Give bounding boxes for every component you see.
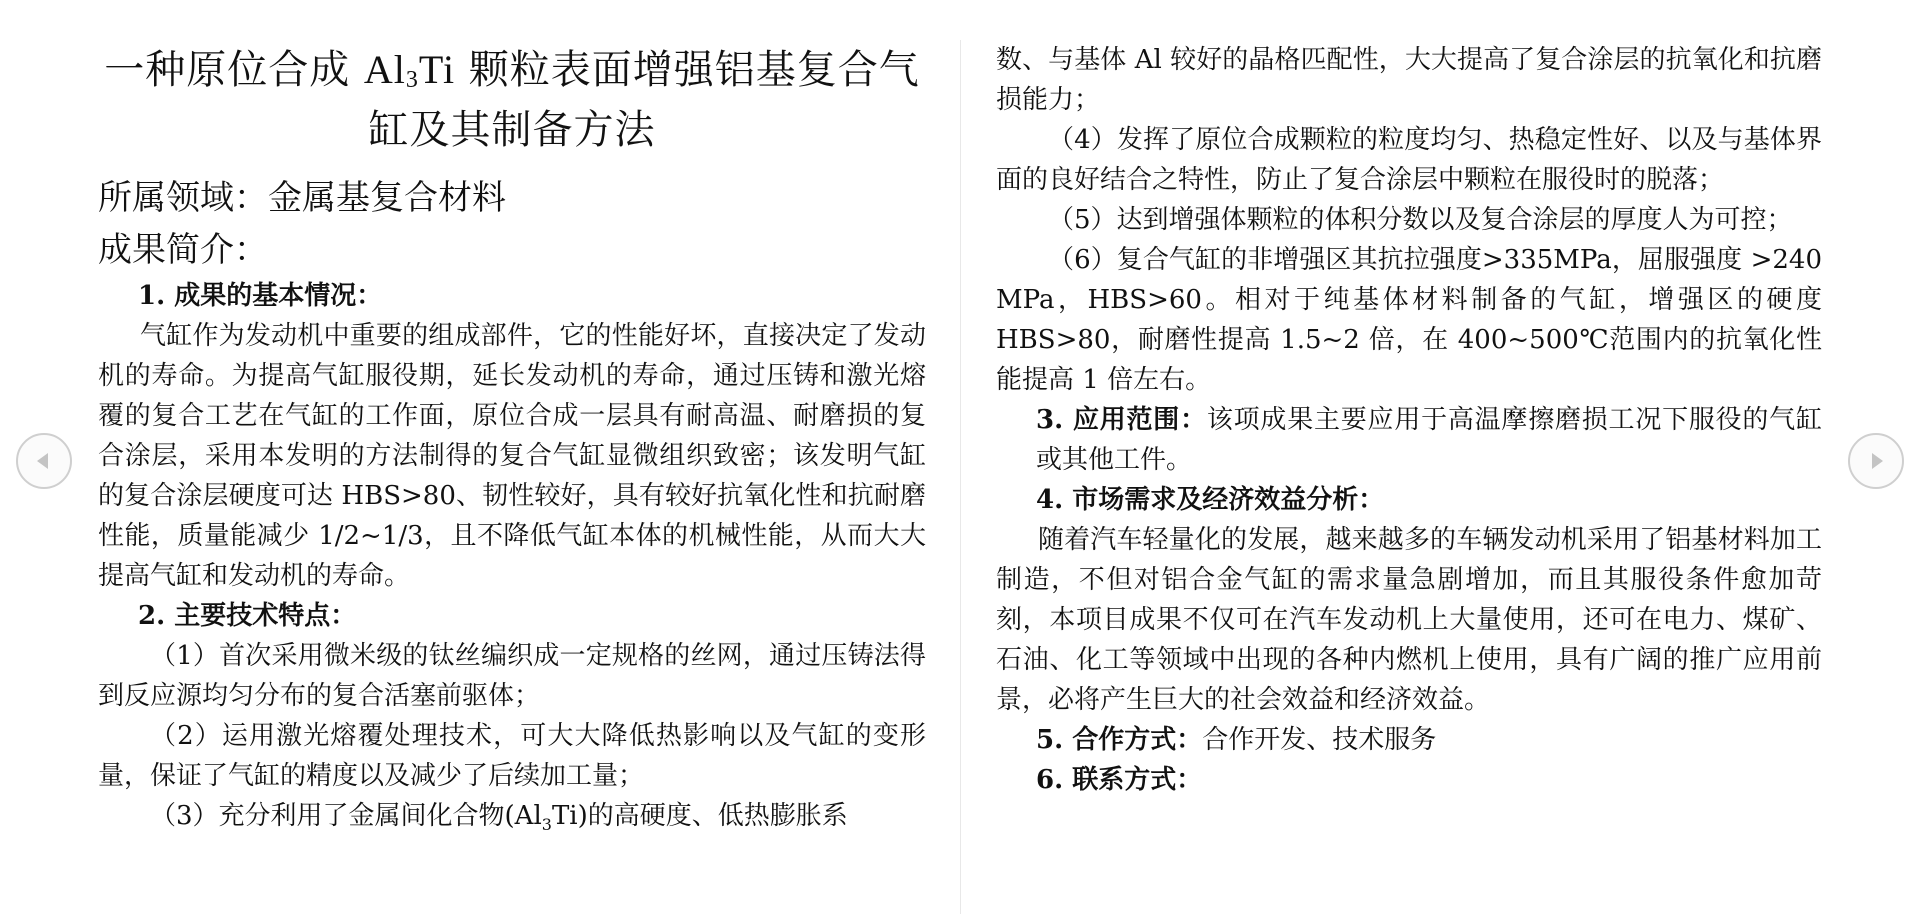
section-3-label: 3. 应用范围： bbox=[1036, 405, 1207, 435]
title-formula: $Al_3Ti$ bbox=[363, 47, 456, 93]
section-6-heading: 6. 联系方式： bbox=[1036, 765, 1203, 795]
feature-item-3-continued: 数、与基体 Al 较好的晶格匹配性，大大提高了复合涂层的抗氧化和抗磨损能力； bbox=[996, 45, 1822, 115]
feature-item-5: （5）达到增强体颗粒的体积分数以及复合涂层的厚度人为可控； bbox=[1048, 205, 1793, 235]
section-5-text: 合作开发、技术服务 bbox=[1202, 725, 1437, 755]
section-1-body: 气缸作为发动机中重要的组成部件，它的性能好坏，直接决定了发动机的寿命。为提高气缸服役期，延长发动机的寿命，通过压铸和激光熔覆的复合工艺在气缸的工作面，原位合成一层具有耐高温、耐磨损的复合涂层，采用本发明的方法制得的复合气缸显微组织致密；该发明气缸的复合涂层硬度可达 HBS>80、韧性较好，具有较好抗氧化性和抗耐磨性能，质量能减少 1/2~1/3，且不降低气缸本体的机械性能，从而大大提高气缸和发动机的寿命。 bbox=[98, 321, 926, 591]
section-3 bbox=[996, 400, 1822, 480]
section-4-heading: 4. 市场需求及经济效益分析： bbox=[1036, 485, 1385, 515]
right-page bbox=[996, 40, 1822, 800]
section-1-heading: 1. 成果的基本情况： bbox=[138, 281, 383, 311]
document-title: 一种原位合成 $Al_3Ti$ 颗粒表面增强铝基复合气 缸及其制备方法 bbox=[104, 47, 920, 153]
feature-item-4: （4）发挥了原位合成颗粒的粒度均匀、热稳定性好、以及与基体界面的良好结合之特性，防止了复合涂层中颗粒在服役时的脱落； bbox=[996, 125, 1822, 195]
section-5-label: 5. 合作方式： bbox=[1036, 725, 1203, 755]
prev-page-button[interactable] bbox=[16, 433, 72, 489]
left-page bbox=[98, 40, 926, 845]
page-divider bbox=[960, 40, 961, 914]
feature-item-3: （3）充分利用了金属间化合物$(Al_3Ti)$的高硬度、低热膨胀系 bbox=[150, 801, 848, 835]
feature-item-2: （2）运用激光熔覆处理技术，可大大降低热影响以及气缸的变形量，保证了气缸的精度以及减少了后续加工量； bbox=[98, 721, 926, 791]
chevron-right-icon bbox=[1865, 450, 1887, 472]
section-5 bbox=[996, 720, 1822, 760]
section-3-text: 该项成果主要应用于高温摩擦磨损工况下服役的气缸或其他工件。 bbox=[1036, 405, 1822, 475]
section-2-heading: 2. 主要技术特点： bbox=[138, 601, 357, 631]
feature-item-6: （6）复合气缸的非增强区其抗拉强度>335MPa，屈服强度 >240 MPa，HBS>60。相对于纯基体材料制备的气缸，增强区的硬度 HBS>80，耐磨性提高 1.5~2 倍，在 400~500℃范围内的抗氧化性能提高 1 倍左右。 bbox=[996, 245, 1822, 395]
field-heading: 所属领域：金属基复合材料 bbox=[98, 178, 506, 218]
next-page-button[interactable] bbox=[1848, 433, 1904, 489]
chevron-left-icon bbox=[33, 450, 55, 472]
summary-heading: 成果简介： bbox=[98, 230, 268, 270]
section-4-body: 随着汽车轻量化的发展，越来越多的车辆发动机采用了铝基材料加工制造，不但对铝合金气缸的需求量急剧增加，而且其服役条件愈加苛刻，本项目成果不仅可在汽车发动机上大量使用，还可在电力、煤矿、石油、化工等领域中出现的各种内燃机上使用，具有广阔的推广应用前景，必将产生巨大的社会效益和经济效益。 bbox=[996, 525, 1822, 715]
feature-item-1: （1）首次采用微米级的钛丝编织成一定规格的丝网，通过压铸法得到反应源均匀分布的复合活塞前驱体； bbox=[98, 641, 926, 711]
